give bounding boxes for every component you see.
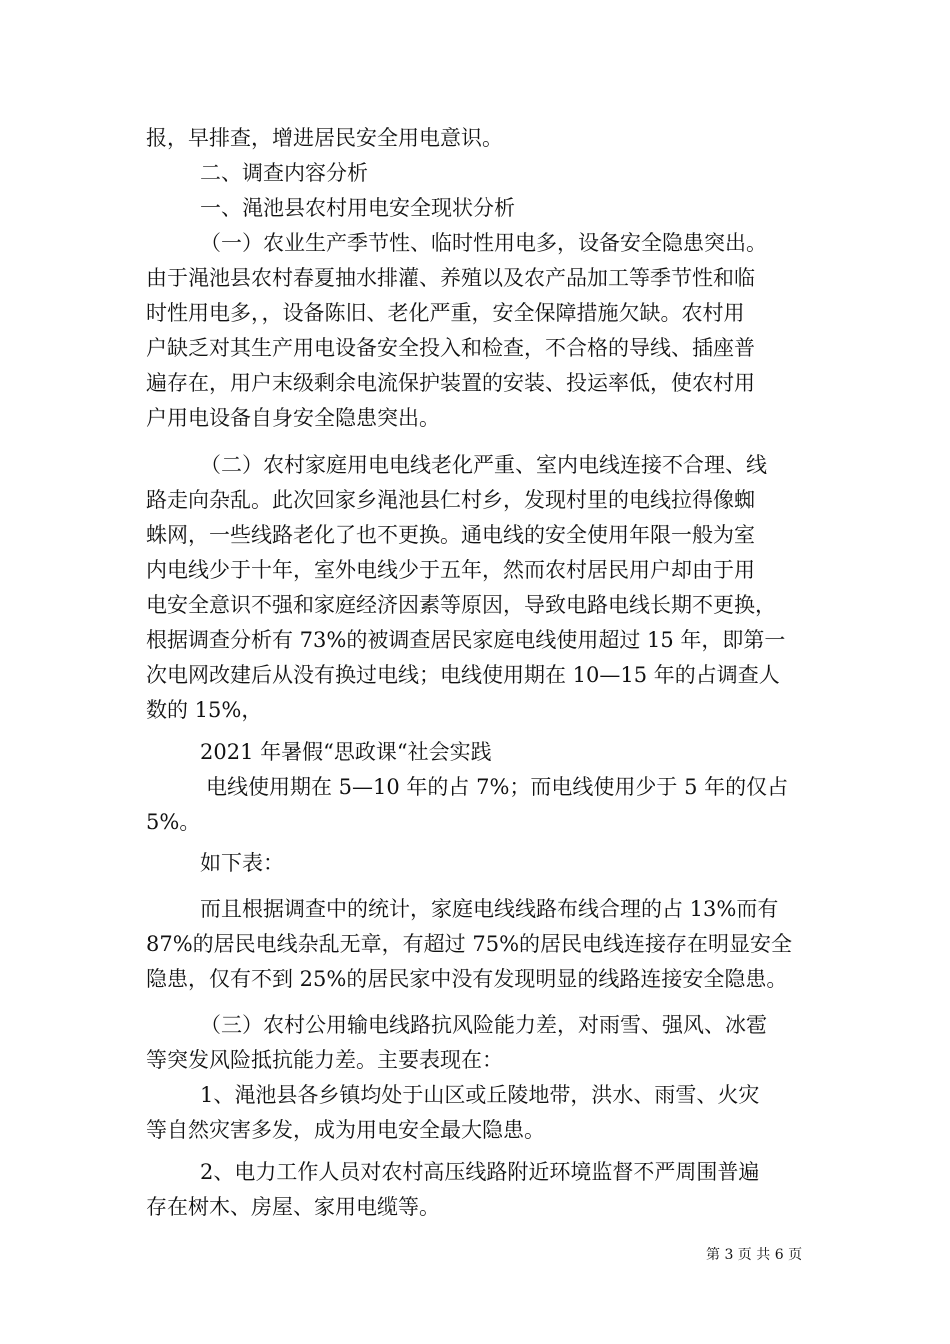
text-line: （二）农村家庭用电电线老化严重、室内电线连接不合理、线 [200,453,767,477]
text-line: 遍存在，用户末级剩余电流保护装置的安装、投运率低，使农村用 [146,371,755,395]
text-line: 户用电设备自身安全隐患突出。 [146,406,440,430]
text-line: 时性用电多，，设备陈旧、老化严重，安全保障措施欠缺。农村用 [146,301,745,325]
subsection-heading: 一、渑池县农村用电安全现状分析 [200,196,515,220]
text-line: 等自然灾害多发，成为用电安全最大隐患。 [146,1118,545,1142]
text-line: 数的 15%， [146,698,263,722]
text-line: 电安全意识不强和家庭经济因素等原因，导致电路电线长期不更换， [146,593,776,617]
text-line: 87%的居民电线杂乱无章，有超过 75%的居民电线连接存在明显安全 [146,932,793,956]
text-line: 1、渑池县各乡镇均处于山区或丘陵地带，洪水、雨雪、火灾 [200,1083,760,1107]
text-line: 由于渑池县农村春夏抽水排灌、养殖以及农产品加工等季节性和临 [146,266,755,290]
text-line: 蛛网，一些线路老化了也不更换。通电线的安全使用年限一般为室 [146,523,755,547]
text-line: 报，早排查，增进居民安全用电意识。 [146,126,503,150]
text-line: 2021 年暑假“思政课“社会实践 [200,740,492,764]
text-line: 次电网改建后从没有换过电线；电线使用期在 10—15 年的占调查人 [146,663,780,687]
section-heading: 二、调查内容分析 [200,161,368,185]
text-line: 内电线少于十年，室外电线少于五年，然而农村居民用户却由于用 [146,558,755,582]
text-line: 路走向杂乱。此次回家乡渑池县仁村乡，发现村里的电线拉得像蜘 [146,488,755,512]
text-line: 隐患，仅有不到 25%的居民家中没有发现明显的线路连接安全隐患。 [146,967,788,991]
text-line: （三）农村公用输电线路抗风险能力差，对雨雪、强风、冰雹 [200,1013,767,1037]
page-number: 第 3 页 共 6 页 [706,1247,803,1263]
text-line: 根据调查分析有 73%的被调查居民家庭电线使用超过 15 年，即第一 [146,628,786,652]
text-line: （一）农业生产季节性、临时性用电多，设备安全隐患突出。 [200,231,767,255]
text-line: 2、电力工作人员对农村高压线路附近环境监督不严周围普遍 [200,1160,760,1184]
text-line: 存在树木、房屋、家用电缆等。 [146,1195,440,1219]
text-line: 电线使用期在 5—10 年的占 7%；而电线使用少于 5 年的仅占 [206,775,789,799]
text-line: 等突发风险抵抗能力差。主要表现在： [146,1048,503,1072]
text-line: 户缺乏对其生产用电设备安全投入和检查，不合格的导线、插座普 [146,336,755,360]
text-line: 如下表： [200,851,284,875]
text-line: 而且根据调查中的统计，家庭电线线路布线合理的占 13%而有 [200,897,779,921]
text-line: 5%。 [146,810,201,834]
